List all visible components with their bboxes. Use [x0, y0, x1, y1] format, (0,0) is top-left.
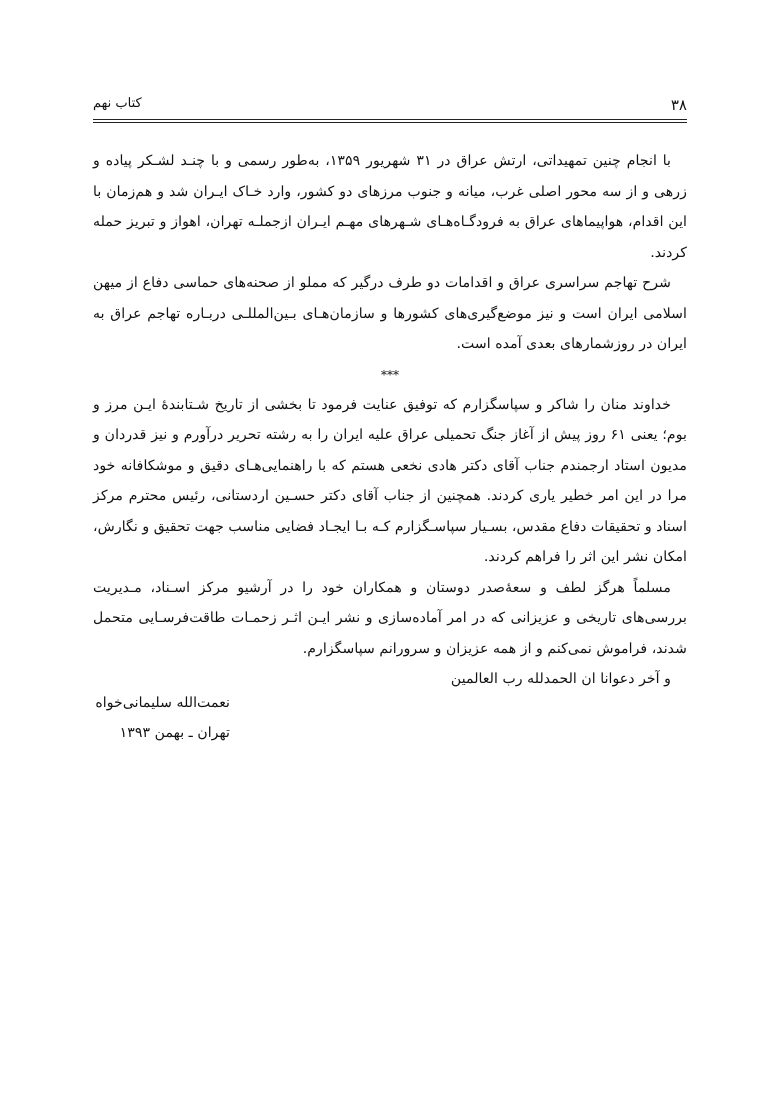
- paragraph-thanks: [93, 390, 687, 573]
- page-number: ۳۸: [670, 96, 687, 114]
- paragraph-colleagues-text: مسلماً هرگز لطف و سعهٔ‌صدر دوستان و همکاران خود را در آرشیو مرکز اسـناد، مـدیریت بررسی‌های تاریخی و عزیزانی که در امر آماده‌سازی و نشر ایـن اثـر زحمـات طاقت‌فرسـایی متحمل شدند، فراموش نمی‌کنم و از همه عزیزان و سرورانم سپاسگزارم.: [93, 579, 687, 657]
- section-separator: ***: [381, 367, 399, 382]
- header-rule-thick: [93, 122, 687, 123]
- book-title: کتاب نهم: [93, 96, 142, 111]
- running-header: [93, 94, 687, 120]
- author-name: نعمت‌الله سلیمانی‌خواه: [95, 695, 230, 711]
- place-date: تهران ـ بهمن ۱۳۹۳: [119, 725, 230, 741]
- header-rule-thin: [93, 119, 687, 120]
- author-signature: [95, 688, 230, 748]
- paragraph-thanks-text: خداوند منان را شاکر و سپاسگزارم که توفیق عنایت فرمود تا بخشی از تاریخ شـتابندهٔ ایـن مرز و بوم؛ یعنی ۶۱ روز پیش از آغاز جنگ تحمیلی عراق علیه ایران را به رشته تحریر درآورم و نیز قدردان و مدیون استاد ارجمندم جناب آقای دکتر هادی نخعی هستم که با راهنمایی‌هـای دقیق و موشکافانه خود مرا در این امر خطیر یاری کردند. همچنین از جناب آقای دکتر حسـین اردستانی، رئیس محترم مرکز اسناد و تحقیقات دفاع مقدس، بسـیار سپاسـگزارم کـه بـا ایجـاد فضایی مناسب جهت تحقیق و نگارش، امکان نشر این اثر را فراهم کردند.: [92, 396, 687, 565]
- paragraph-closing-text: و آخر دعوانا ان الحمدلله رب العالمین: [450, 671, 671, 687]
- paragraph-description-text: شرح تهاجم سراسری عراق و اقدامات دو طرف درگیر که مملو از صحنه‌های حماسی دفاع از میهن اسلامی ایران است و نیز موضع‌گیری‌های کشورها و سازمان‌هـای بـین‌المللـی دربـاره تهاجم عراق به ایران در روزشمارهای بعدی آمده است.: [93, 275, 687, 352]
- paragraph-colleagues: [93, 573, 687, 665]
- body-text: [93, 146, 687, 695]
- paragraph-invasion-text: با انجام چنین تمهیداتی، ارتش عراق در ۳۱ شهریور ۱۳۵۹، به‌طور رسمی و با چنـد لشـکر پیاده و زرهی و از سه محور اصلی غرب، میانه و جنوب مرزهای دو کشور، وارد خـاک ایـران شد و هم‌زمان با این اقدام، هواپیماهای عراق به فرودگـاه‌هـای شـهرهای مهـم ایـران ازجملـه تهران، اهواز و تبریز حمله کردند.: [93, 153, 687, 261]
- paragraph-invasion: [93, 146, 687, 268]
- paragraph-description: [93, 268, 687, 360]
